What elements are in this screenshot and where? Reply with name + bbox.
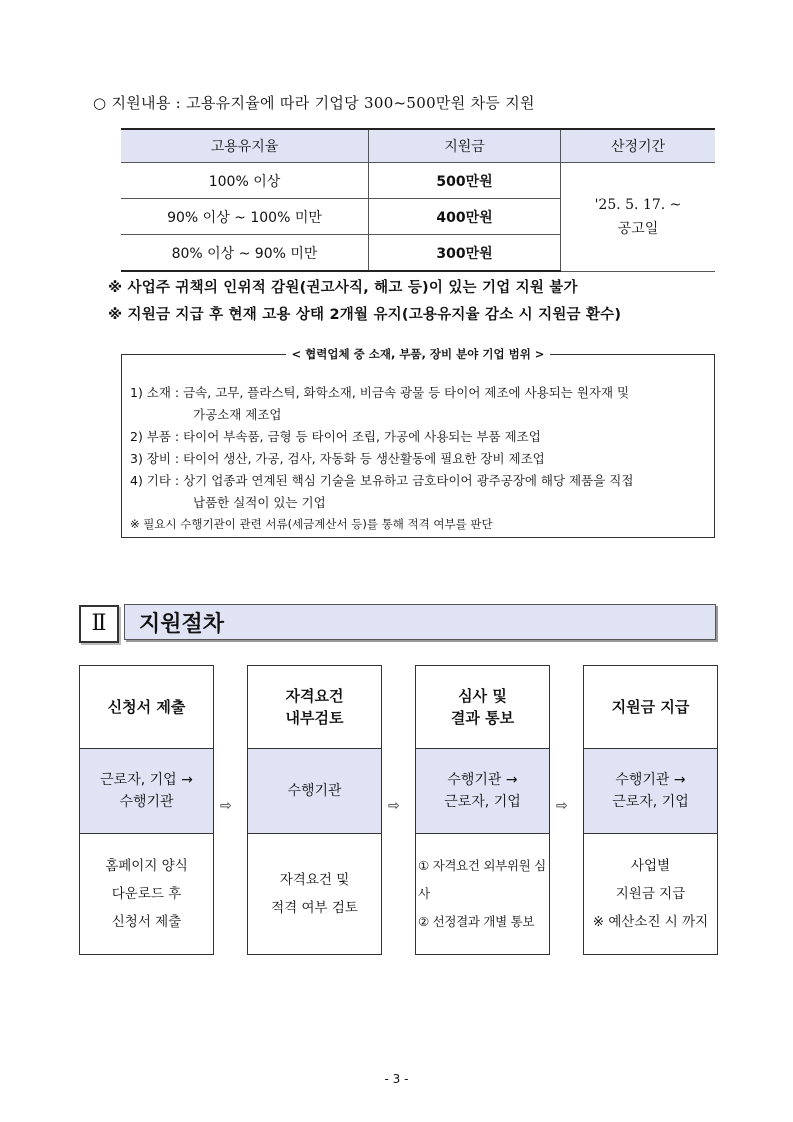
step-actor: 근로자, 기업 → 수행기관 — [80, 749, 213, 834]
step-detail: 홈페이지 양식 다운로드 후 신청서 제출 — [105, 858, 188, 930]
amount-cell: 500만원 — [369, 163, 561, 199]
step-title: 지원금 지급 — [584, 666, 717, 749]
note-employment-maintenance: ※ 지원금 지급 후 현재 고용 상태 2개월 유지(고용유지율 감소 시 지원금 환수) — [108, 307, 622, 323]
arrow-icon: ⇨ — [388, 798, 400, 814]
support-amount-table — [121, 128, 715, 272]
scope-title: < 협력업체 중 소재, 부품, 장비 분야 기업 범위 > — [122, 346, 714, 362]
step-detail: 자격요건 및 적격 여부 검토 — [271, 872, 358, 916]
process-step-payment — [583, 665, 718, 955]
scope-box — [121, 347, 715, 538]
scope-line-material: 1) 소재 : 금속, 고무, 플라스틱, 화학소재, 비금속 광물 등 타이어 제조에 사용되는 원자재 및 — [130, 385, 630, 400]
arrow-icon: ⇨ — [220, 798, 232, 814]
amount-cell: 300만원 — [369, 235, 561, 272]
step-title: 신청서 제출 — [80, 666, 213, 749]
step-title: 자격요건 내부검토 — [248, 666, 381, 749]
scope-line-equipment: 3) 장비 : 타이어 생산, 가공, 검사, 자동화 등 생산활동에 필요한 장비 제조업 — [130, 451, 545, 466]
scope-line-parts: 2) 부품 : 타이어 부속품, 금형 등 타이어 조립, 가공에 사용되는 부품 제조업 — [130, 429, 541, 444]
section-number: Ⅱ — [79, 605, 119, 643]
step-actor: 수행기관 → 근로자, 기업 — [416, 749, 549, 834]
process-step-internal-review — [247, 665, 382, 955]
section-header-bar — [124, 604, 716, 640]
amount-cell: 400만원 — [369, 199, 561, 235]
note-layoff-exclusion: ※ 사업주 귀책의 인위적 감원(권고사직, 해고 등)이 있는 기업 지원 불가 — [108, 280, 578, 296]
step-actor: 수행기관 → 근로자, 기업 — [584, 749, 717, 834]
section-title: 지원절차 — [139, 612, 225, 637]
step-title: 심사 및 결과 통보 — [416, 666, 549, 749]
scope-line-other-cont: 납품한 실적이 있는 기업 — [193, 495, 326, 510]
support-content-line: ○ 지원내용 : 고용유지율에 따라 기업당 300~500만원 차등 지원 — [93, 94, 535, 112]
scope-line-material-cont: 가공소재 제조업 — [193, 407, 282, 422]
rate-cell: 100% 이상 — [121, 163, 369, 199]
header-amount: 지원금 — [369, 129, 561, 163]
scope-line-other: 4) 기타 : 상기 업종과 연계된 핵심 기술을 보유하고 금호타이어 광주공장에 해당 제품을 직접 — [130, 473, 634, 488]
table-header-row — [121, 129, 715, 163]
header-period: 산정기간 — [561, 129, 716, 163]
table-row — [121, 163, 715, 199]
step-detail: 사업별 지원금 지급 ※ 예산소진 시 까지 — [592, 858, 709, 930]
arrow-icon: ⇨ — [556, 798, 568, 814]
rate-cell: 80% 이상 ~ 90% 미만 — [121, 235, 369, 272]
process-step-application — [79, 665, 214, 955]
page-number: - 3 - — [384, 1072, 409, 1086]
process-step-review-notice — [415, 665, 550, 955]
scope-note: ※ 필요시 수행기관이 관련 서류(세금계산서 등)를 통해 적격 여부를 판단 — [130, 517, 493, 531]
step-actor: 수행기관 — [248, 749, 381, 834]
rate-cell: 90% 이상 ~ 100% 미만 — [121, 199, 369, 235]
header-retention-rate: 고용유지율 — [121, 129, 369, 163]
step-detail: ① 자격요건 외부위원 심사 ② 선정결과 개별 통보 — [418, 858, 546, 929]
period-cell: '25. 5. 17. ~ 공고일 — [561, 163, 716, 272]
